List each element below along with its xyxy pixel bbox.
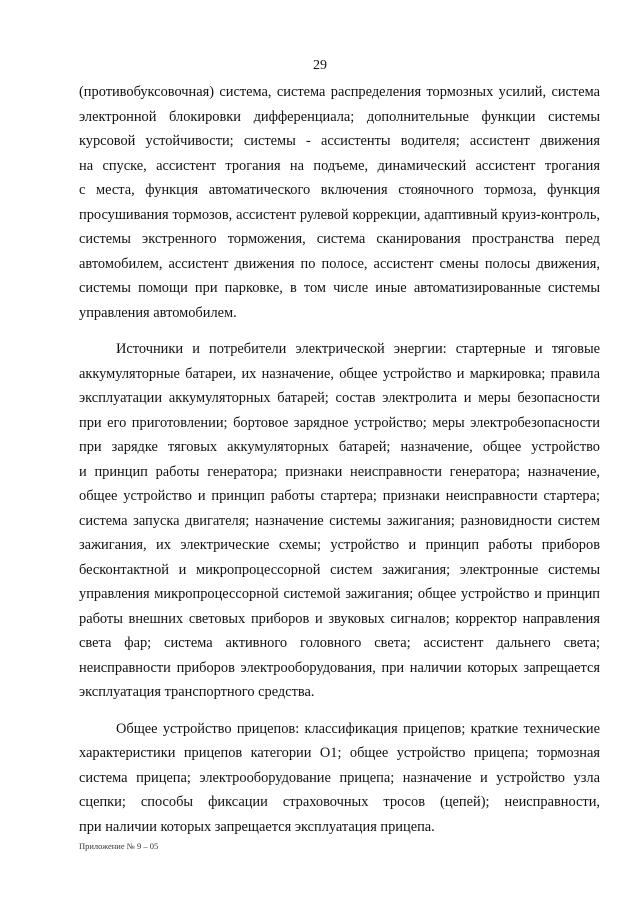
- text-line: электронной блокировки дифференциала; дополнительные функции системы: [79, 108, 600, 125]
- text-line: при наличии которых запрещается эксплуатация прицепа.: [79, 818, 435, 835]
- text-line: при зарядке тяговых аккумуляторных батарей; назначение, общее устройство: [79, 439, 600, 455]
- page-number: 29: [313, 58, 327, 73]
- paragraph-gap: [79, 325, 600, 337]
- text-line: с места, функция автоматического включения стояночного тормоза, функция: [79, 182, 600, 198]
- text-line: зажигания, их электрические схемы; устройство и принцип работы приборов: [79, 537, 600, 553]
- text-line: системы экстренного торможения, система сканирования пространства перед: [79, 231, 600, 247]
- text-line: автомобилем, ассистент движения по полосе, ассистент смены полосы движения,: [79, 255, 600, 272]
- paragraph-electrical-energy: [79, 337, 600, 705]
- text-line: при его приготовлении; бортовое зарядное устройство; меры электробезопасности: [79, 414, 600, 431]
- text-line: сцепки; способы фиксации страховочных тросов (цепей); неисправности,: [79, 794, 600, 810]
- text-line: курсовой устойчивости; системы - ассистенты водителя; ассистент движения: [79, 133, 600, 149]
- text-line: на спуске, ассистент трогания на подъеме, динамический ассистент трогания: [79, 157, 600, 174]
- text-line: системы помощи при парковке, в том числе иные автоматизированные системы: [79, 280, 600, 296]
- text-line: управления микропроцессорной системой зажигания; общее устройство и принцип: [79, 586, 600, 602]
- text-line: система прицепа; электрооборудование прицепа; назначение и устройство узла: [79, 769, 600, 786]
- text-line: характеристики прицепов категории О1; общее устройство прицепа; тормозная: [79, 745, 600, 761]
- text-line: просушивания тормозов, ассистент рулевой коррекции, адаптивный круиз-контроль,: [79, 206, 600, 223]
- text-line: неисправности приборов электрооборудования, при наличии которых запрещается: [79, 659, 600, 676]
- paragraph-trailers: [79, 717, 600, 840]
- document-body: [79, 80, 600, 839]
- text-line: общее устройство и принцип работы стартера; признаки неисправности стартера;: [79, 488, 600, 504]
- text-line: аккумуляторные батареи, их назначение, общее устройство и маркировка; правила: [79, 365, 600, 382]
- text-line: система запуска двигателя; назначение системы зажигания; разновидности систем: [79, 512, 600, 529]
- text-line: и принцип работы генератора; признаки неисправности генератора; назначение,: [79, 463, 600, 480]
- text-line: Источники и потребители электрической энергии: стартерные и тяговые: [116, 341, 600, 357]
- text-line: бесконтактной и микропроцессорной систем зажигания; электронные системы: [79, 561, 600, 578]
- text-line: эксплуатации аккумуляторных батарей; состав электролита и меры безопасности: [79, 390, 600, 406]
- text-line: (противобуксовочная) система, система распределения тормозных усилий, система: [79, 84, 600, 100]
- paragraph-gap: [79, 705, 600, 717]
- paragraph-brake-systems: [79, 80, 600, 325]
- text-line: эксплуатация транспортного средства.: [79, 684, 315, 700]
- text-line: света фар; система активного головного света; ассистент дальнего света;: [79, 635, 600, 651]
- text-line: работы внешних световых приборов и звуковых сигналов; корректор направления: [79, 610, 600, 627]
- text-line: Общее устройство прицепов: классификация прицепов; краткие технические: [116, 720, 600, 737]
- page-footer: Приложение № 9 – 05: [79, 841, 159, 851]
- text-line: управления автомобилем.: [79, 304, 237, 321]
